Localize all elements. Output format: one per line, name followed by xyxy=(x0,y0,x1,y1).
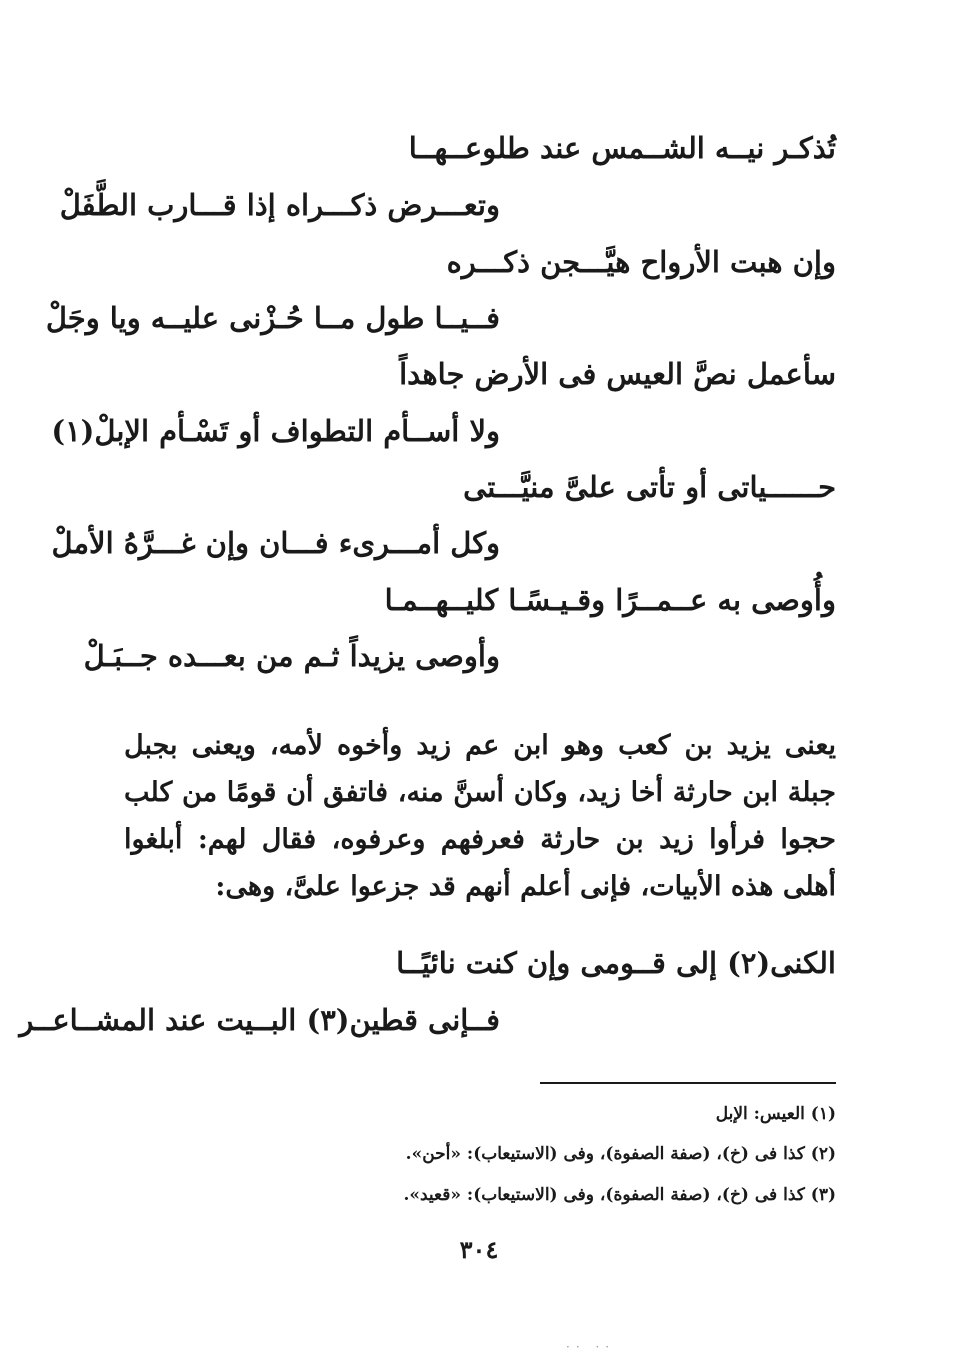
footnote: (٢) كذا فى (خ)، (صفة الصفوة)، وفى (الاستيعاب): «أحن». xyxy=(405,1144,836,1164)
page-number: ٣٠٤ xyxy=(459,1235,499,1264)
verse-line: حــــــياتى أو تأتى علىَّ منيَّـــتى xyxy=(463,470,836,504)
verse-line: الكنى(٢) إلى قــومى وإن كنت نائيًــا xyxy=(396,946,836,980)
scan-speck: ·· ·· xyxy=(566,1340,616,1354)
footnote: (١) العيس: الإبل xyxy=(715,1104,836,1124)
verse-line: وتعـــرض ذكـــراه إذا قـــارب الطَّفَلْ xyxy=(59,188,500,222)
verse-line: وإن هبت الأرواح هيَّـــجن ذكـــره xyxy=(446,245,836,279)
verse-line: وأُوصى به عــمــرًا وقـيـسًـا كليــهــمـا xyxy=(384,583,836,617)
prose-paragraph: يعنى يزيد بن كعب وهو ابن عم زيد وأخوه لأمه، ويعنى بجبل جبلة ابن حارثة أخا زيد، وكان أسنَّ منه، فاتفق أن قومًا من كلب حجوا فرأوا زيد بن حارثة فعرفهم وعرفوه، فقال لهم: أبلغوا أهلى هذه الأبيات، فإنى أعلم أنهم قد جزعوا علىَّ، وهى: xyxy=(124,730,836,902)
verse-line: ولا أســأم التطواف أو تَسْـأم الإبلْ(١) xyxy=(51,414,500,448)
footnote: (٣) كذا فى (خ)، (صفة الصفوة)، وفى (الاستيعاب): «قعيد». xyxy=(403,1185,836,1205)
verse-line: وأوصى يزيداً ثـم من بعـــده جــبَـلْ xyxy=(83,639,500,673)
verse-line: فــيــا طول مــا حُـزْنى عليــه ويا وجَلْ xyxy=(45,301,500,335)
verse-line: وكل أمـــرىء فـــان وإن غـــرَّهُ الأملْ xyxy=(51,526,500,560)
verse-line: تُذكـر نيــه الشــمس عند طلوعــهــا xyxy=(408,131,836,165)
verse-line: سأعمل نصَّ العيس فى الأرض جاهداً xyxy=(399,357,836,391)
footnote-divider xyxy=(540,1082,836,1084)
verse-line: فــإنى قطين(٣) البــيت عند المشــاعــر xyxy=(19,1003,500,1037)
